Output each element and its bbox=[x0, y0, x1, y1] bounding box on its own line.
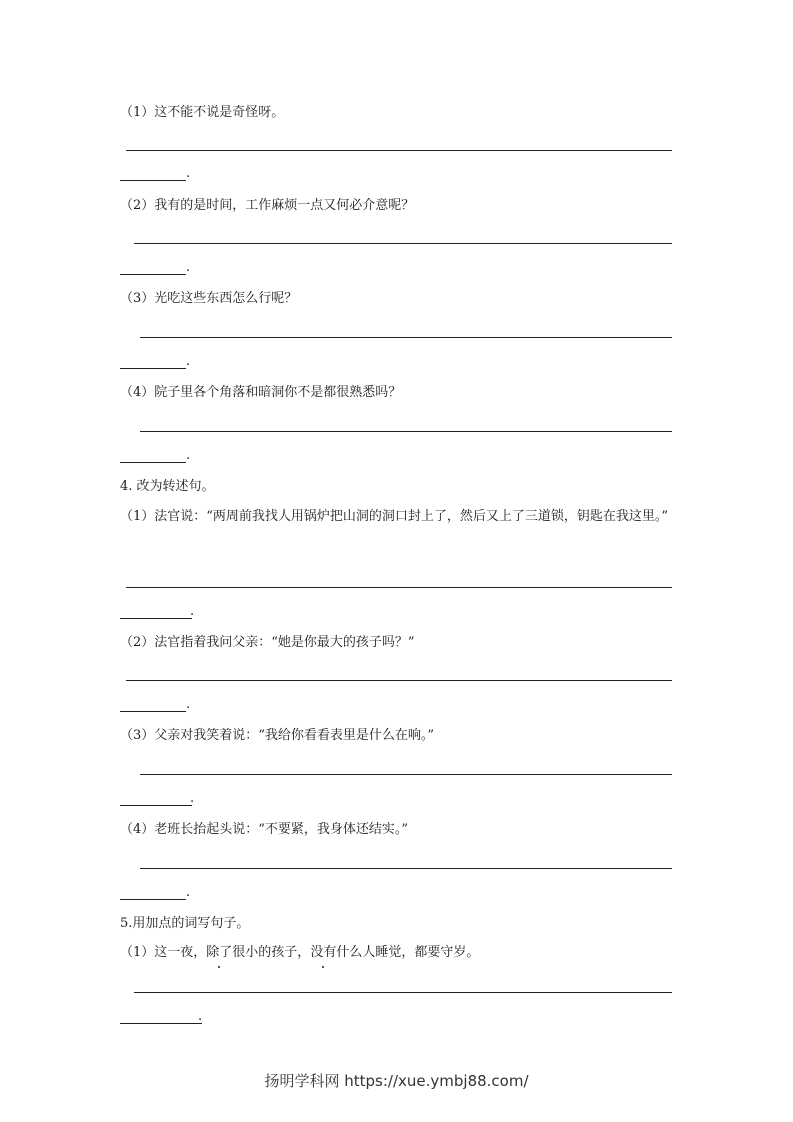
question-5-1-prefix: （1）这一夜， bbox=[120, 945, 207, 960]
answer-line-end[interactable] bbox=[120, 368, 186, 369]
question-5-1-middle: 很小的孩子， bbox=[232, 945, 311, 960]
period: . bbox=[186, 697, 191, 712]
question-3-3: （3）光吃这些东西怎么行呢？ bbox=[120, 291, 298, 306]
question-3-1: （1）这不能不说是奇怪呀。 bbox=[120, 105, 285, 120]
answer-line[interactable] bbox=[140, 337, 672, 338]
answer-line-end[interactable] bbox=[120, 899, 186, 900]
answer-line-end[interactable] bbox=[120, 1023, 202, 1024]
answer-line[interactable] bbox=[126, 680, 672, 681]
answer-line-end[interactable] bbox=[120, 462, 186, 463]
answer-line[interactable] bbox=[140, 431, 672, 432]
dotted-word-chule: 除了 bbox=[206, 945, 233, 960]
answer-line-end[interactable] bbox=[120, 618, 192, 619]
period: . bbox=[190, 791, 195, 806]
period: . bbox=[186, 448, 191, 463]
question-5-1-suffix: 什么人睡觉，都要守岁。 bbox=[336, 945, 480, 960]
dotted-word-meiyou: 没有 bbox=[310, 945, 337, 960]
question-3-2: （2）我有的是时间，工作麻烦一点又何必介意呢？ bbox=[120, 198, 415, 213]
period: . bbox=[198, 1009, 203, 1024]
period: . bbox=[186, 166, 191, 181]
answer-line[interactable] bbox=[140, 774, 672, 775]
question-4-3: （3）父亲对我笑着说：“我给你看看表里是什么在响。” bbox=[120, 728, 435, 743]
answer-line-end[interactable] bbox=[120, 274, 186, 275]
section-5-heading: 5.用加点的词写句子。 bbox=[120, 916, 250, 931]
period: . bbox=[190, 604, 195, 619]
answer-line[interactable] bbox=[126, 150, 672, 151]
answer-line-end[interactable] bbox=[120, 805, 192, 806]
footer-watermark: 扬明学科网 https://xue.ymbj88.com/ bbox=[264, 1072, 529, 1090]
question-5-1 bbox=[120, 944, 479, 962]
answer-line-end[interactable] bbox=[120, 711, 186, 712]
period: . bbox=[186, 885, 191, 900]
question-4-4: （4）老班长抬起头说：“不要紧，我身体还结实。” bbox=[120, 822, 409, 837]
period: . bbox=[186, 260, 191, 275]
question-4-1: （1）法官说：“两周前我找人用锅炉把山洞的洞口封上了，然后又上了三道锁，钥匙在我这里。” bbox=[120, 509, 669, 524]
answer-line[interactable] bbox=[134, 992, 672, 993]
question-3-4: （4）院子里各个角落和暗洞你不是都很熟悉吗？ bbox=[120, 385, 402, 400]
period: . bbox=[186, 354, 191, 369]
answer-line-end[interactable] bbox=[120, 180, 186, 181]
answer-line[interactable] bbox=[140, 868, 672, 869]
answer-line[interactable] bbox=[126, 587, 672, 588]
section-4-heading: 4. 改为转述句。 bbox=[120, 479, 215, 494]
answer-line[interactable] bbox=[134, 243, 672, 244]
question-4-2: （2）法官指着我问父亲：“她是你最大的孩子吗？” bbox=[120, 635, 415, 650]
